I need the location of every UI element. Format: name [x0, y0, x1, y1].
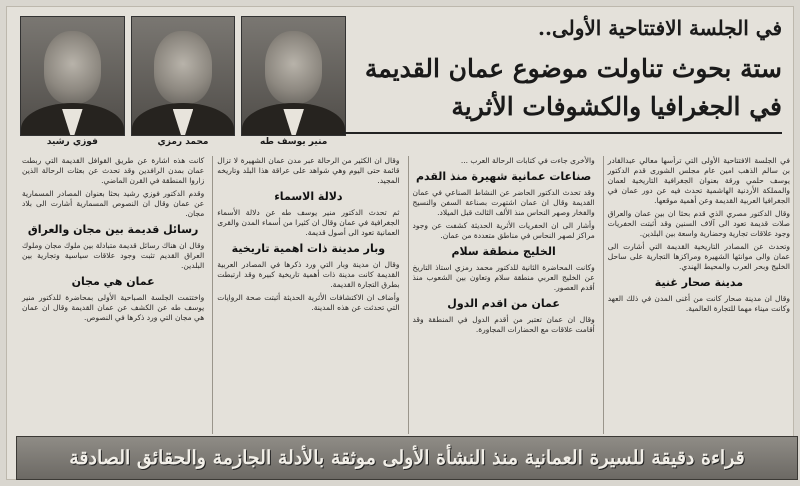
text-column — [212, 156, 403, 434]
paragraph: وأشار الى ان الحفريات الأثرية الحديثة كشفت عن وجود مراكز لصهر النحاس في مناطق متعددة من عمان. — [412, 221, 595, 240]
subheading: مدينة صحار غنية — [654, 276, 744, 289]
photo-caption: منير يوسف طه — [260, 137, 328, 147]
subheading: صناعات عمانية شهيرة منذ القدم — [415, 170, 592, 183]
paragraph: وقال ان الكثير من الرحالة عبر مدن عمان الشهيرة لا تزال قائمة حتى اليوم وهي شواهد على عراقة هذا البلد وتاريخه المجيد. — [217, 156, 400, 185]
headline-line: في الجغرافيا والكشوفات الأثرية — [451, 92, 782, 121]
photo-caption: محمد رمزي — [157, 137, 209, 147]
subheading: عمان هي مجان — [71, 275, 155, 288]
subheading: وبار مدينة ذات اهمية تاريخية — [231, 242, 386, 255]
headline-rule — [342, 132, 782, 134]
paragraph: واختتمت الجلسة الصباحية الأولى بمحاضرة للدكتور منير يوسف طه عن الكشف عن عمان القديمة وقال ان عمان هي مجان التي ورد ذكرها في النصوص. — [22, 293, 205, 322]
subheading: دلالة الاسماء — [274, 190, 343, 203]
article-headline — [342, 50, 782, 126]
portrait-photo — [20, 16, 125, 136]
paragraph: وقد تحدث الدكتور الحاضر عن النشاط الصناعي في عمان القديمة وقال ان عمان اشتهرت بصناعة السفن والنسيج والفخار وصهر النحاس منذ الألف الثالث قبل الميلاد. — [412, 188, 595, 217]
paragraph: وقال ان مدينة صحار كانت من أغنى المدن في ذلك العهد وكانت ميناء مهما للتجارة العالمية. — [607, 294, 790, 313]
article-body — [18, 156, 794, 434]
banner-text: قراءة دقيقة للسيرة العمانية منذ النشأة الأولى موثقة بالأدلة الجازمة والحقائق الصادقة — [69, 447, 745, 469]
photo-caption: فوزي رشيد — [46, 137, 98, 147]
photo-captions — [20, 137, 346, 151]
paragraph: ثم تحدث الدكتور منير يوسف طه عن دلالة الأسماء الجغرافية في عمان وقال ان كثيرا من أسماء المدن والقرى العمانية تعود الى أصول قديمة. — [217, 208, 400, 237]
portrait-photo — [131, 16, 236, 136]
article-kicker: في الجلسة الافتتاحية الأولى.. — [538, 16, 782, 40]
paragraph: وقال ان مدينة وبار التي ورد ذكرها في المصادر العربية القديمة كانت مدينة ذات أهمية تاريخية كبيرة وقد ارتبطت بطرق التجارة القديمة. — [217, 260, 400, 289]
paragraph: وقال ان هناك رسائل قديمة متبادلة بين ملوك مجان وملوك العراق القديم تثبت وجود علاقات سياسية وتجارية بين البلدين. — [22, 241, 205, 270]
text-column — [18, 156, 208, 434]
paragraph: كانت هذه اشارة عن طريق القوافل القديمة التي ربطت عمان بمدن الرافدين وقد تحدث عن بعثات الرحالة الذين زاروا المنطقة في القرن الماضي. — [22, 156, 205, 185]
subheading: عمان من اقدم الدول — [447, 297, 560, 310]
headline-line: ستة بحوث تناولت موضوع عمان القديمة — [364, 54, 782, 83]
portrait-photo — [241, 16, 346, 136]
paragraph: وقدم الدكتور فوزي رشيد بحثا بعنوان المصادر المسمارية عن عمان وقال ان النصوص المسمارية أشارت الى بلاد مجان. — [22, 189, 205, 218]
paragraph: والأخرى جاءت في كتابات الرحالة العرب ... — [460, 156, 595, 165]
paragraph: وقال الدكتور مصري الذي قدم بحثا ان بين عمان والعراق صلات قديمة تعود الى آلاف السنين وقد أثبتت الحفريات وجود علاقات تجارية وحضارية واسعة بين البلدين. — [607, 209, 790, 238]
bottom-banner — [16, 436, 798, 480]
paragraph: وتحدث عن المصادر التاريخية القديمة التي أشارت الى عمان والى موانئها الشهيرة ومراكزها التجارية على ساحل الخليج وبحر العرب والمحيط الهندي. — [607, 242, 790, 271]
newspaper-page — [6, 6, 794, 480]
paragraph: في الجلسة الافتتاحية الأولى التي ترأسها معالي عبدالقادر بن سالم الذهب امين عام مجلس الشورى قدم الدكتور يوسف حلمي ورقة بعنوان الجغرافية التاريخية لعمان والمملكة الأردنية الهاشمية تحدث فيه عن دور عمان في الجغرافيا العربية القديمة وعن أهمية موقعها. — [607, 156, 790, 205]
text-column — [603, 156, 794, 434]
paragraph: وأضاف ان الاكتشافات الأثرية الحديثة أثبتت صحة الروايات التي تحدثت عن هذه المدينة. — [217, 293, 400, 312]
subheading: رسائل قديمة بين مجان والعراق — [27, 223, 199, 236]
paragraph: وكانت المحاضرة الثانية للدكتور محمد رمزي استاذ التاريخ عن الخليج العربي منطقة سلام وتعاون بين الشعوب منذ أقدم العصور. — [412, 263, 595, 292]
subheading: الخليج منطقة سلام — [451, 245, 556, 258]
photo-strip — [20, 16, 346, 134]
paragraph: وقال ان عمان تعتبر من أقدم الدول في المنطقة وقد أقامت علاقات مع الحضارات المجاورة. — [412, 315, 595, 334]
text-column — [408, 156, 599, 434]
